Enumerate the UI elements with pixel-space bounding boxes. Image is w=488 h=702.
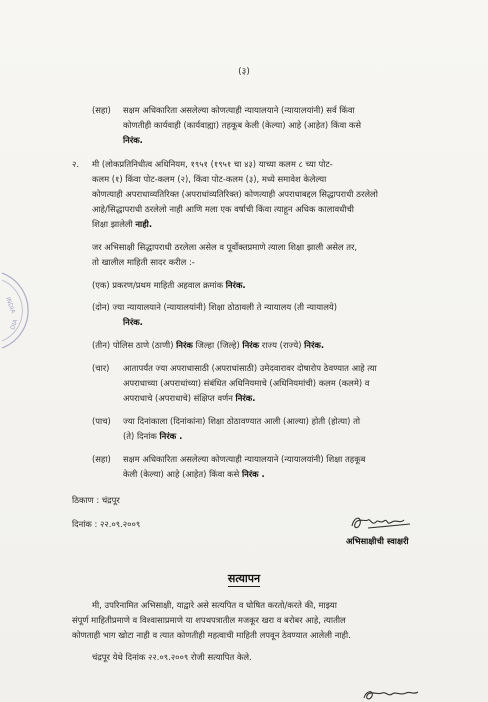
para2-line4: आहे/सिद्धापराधी ठरलेलो नाही आणि मला एक वर्षाची किंवा त्याहून अधिक कालावधीची bbox=[92, 204, 354, 214]
item-pach-nil: निरंक . bbox=[159, 431, 183, 441]
verification-heading-text: सत्यापन bbox=[227, 572, 261, 585]
item-char-line3-text: अपराधाचे (अपराधाचे) संक्षिप्त वर्णन bbox=[123, 393, 233, 403]
item-teen-state: राज्य (राज्ये) bbox=[261, 340, 302, 350]
saha-top-line1: सक्षम अधिकारिता असलेल्या कोणत्याही न्यायालयाने (न्यायालयांनी) सर्व किंवा bbox=[123, 105, 355, 115]
item-don-nil: निरंक. bbox=[123, 317, 143, 327]
para2-line1: मी (लोकप्रतिनिधीत्व अधिनियम, १९५१ (१९५१ चा ४३) याच्या कलम ८ च्या पोट- bbox=[92, 159, 333, 169]
place-label: ठिकाण : bbox=[72, 495, 100, 505]
item-saha-line2-text: केली (केल्या) आहे (आहेत) किंवा कसे bbox=[123, 469, 240, 479]
item-teen-nil3: निरंक. bbox=[304, 340, 324, 350]
item-pach-line2 bbox=[123, 429, 182, 444]
item-teen-district: जिल्हा (जिल्हे) bbox=[195, 340, 240, 350]
date-row bbox=[72, 517, 140, 532]
item-don bbox=[92, 300, 337, 315]
item-saha-line1: सक्षम अधिकारिता असलेल्या कोणत्याही न्यायालयाने (न्यायालयांनी) शिक्षा तहकूब bbox=[123, 454, 366, 464]
item-saha-nil: निरंक . bbox=[241, 469, 265, 479]
para2-line5 bbox=[92, 217, 152, 232]
item-don-label: (दोन) bbox=[92, 302, 110, 312]
item-pach-line1: ज्या दिनांकाला (दिनांकांना) शिक्षा ठोठावण्यात आली (आल्या) होती (होत्या) तो bbox=[123, 416, 361, 426]
para2-line2: कलम (१) किंवा पोट-कलम (२), किंवा पोट-कलम (३), मध्ये समावेश केलेल्या bbox=[92, 174, 327, 184]
stamp-seal-image bbox=[0, 268, 40, 353]
item-char-line3 bbox=[123, 391, 255, 406]
item-char-nil: निरंक. bbox=[235, 393, 256, 403]
item-saha-label: (सहा) bbox=[92, 454, 111, 464]
verification-line4: चंद्रपूर येथे दिनांक २२.०९.२००९ रोजी सत्यापित केले. bbox=[92, 652, 252, 662]
item-char-line2: अपराधाच्या (अपराधांच्या) संबंधित अधिनियमाचे (अधिनियमांची) कलम (कलमे) व bbox=[123, 378, 370, 388]
item-teen-label: (तीन) bbox=[92, 340, 111, 350]
date-value: २२.०९.२००९ bbox=[100, 519, 141, 529]
item-ek-text: प्रकरण/प्रथम माहिती अहवाल क्रमांक bbox=[112, 280, 224, 290]
deponent-signature-label: अभिसाक्षीची स्वाक्षरी bbox=[346, 536, 409, 546]
item-teen-nil1: निरंक bbox=[176, 340, 193, 350]
verification-line1: मी, उपरिनामित अभिसाक्षी, याद्वारे असे सत्यपित व घोषित करतो/करते की, माझ्या bbox=[92, 600, 337, 610]
intro-line2: तो खालील माहिती सादर करील :- bbox=[92, 257, 195, 267]
place-value: चंद्रपूर bbox=[101, 495, 120, 505]
saha-top-line2: कोणतीही कार्यवाही (कार्यवाह्या) तहकूब केली (केल्या) आहे (आहेत) किंवा कसे bbox=[123, 120, 362, 130]
item-ek bbox=[92, 278, 246, 293]
place-row bbox=[72, 493, 120, 508]
item-teen bbox=[92, 338, 324, 353]
para2-number: २. bbox=[72, 159, 80, 169]
item-pach-label: (पाच) bbox=[92, 416, 111, 426]
item-char-label: (चार) bbox=[92, 363, 110, 373]
item-saha-line2 bbox=[123, 467, 265, 482]
item-pach-line2-text: (ते) दिनांक bbox=[123, 431, 157, 441]
item-char-line1: आतापर्यंत ज्या अपराधासाठी (अपराधांसाठी) उमेदवारावर दोषारोप ठेवण्यात आहे त्या bbox=[123, 363, 377, 373]
page-number: (३) bbox=[238, 67, 250, 77]
item-don-line1: ज्या न्यायालयाने (न्यायालयांनी) शिक्षा ठोठावली ते न्यायालय (ती न्यायालये) bbox=[112, 302, 338, 312]
svg-text:INDIA: INDIA bbox=[4, 296, 17, 315]
para2-line3: कोणत्याही अपराधाव्यतिरिक्त (अपराधांव्यतिरिक्त) कोणत्याही अपराधाबद्दल सिद्धापराधी ठरलेलो bbox=[92, 189, 378, 199]
item-label-saha-top: (सहा) bbox=[92, 105, 111, 115]
date-label: दिनांक : bbox=[72, 519, 98, 529]
verification-line2: संपूर्ण माहितीप्रमाणे व विश्वासाप्रमाणे या शपथपत्रातील मजकूर खरा व बरोबर आहे, त्यातील bbox=[72, 615, 346, 625]
svg-text:DIA: DIA bbox=[9, 318, 20, 331]
item-teen-nil2: निरंक bbox=[242, 340, 260, 350]
para2-nahi: नाही. bbox=[135, 219, 153, 229]
item-ek-label: (एक) bbox=[92, 280, 110, 290]
saha-top-nil: निरंक. bbox=[123, 135, 143, 145]
verification-line3: कोणताही भाग खोटा नाही व त्यात कोणतीही महत्वाची माहिती लपवून ठेवण्यात आलेली नाही. bbox=[72, 630, 351, 640]
verification-heading bbox=[0, 571, 488, 586]
item-teen-police: पोलिस ठाणे (ठाणी) bbox=[112, 340, 174, 350]
para2-line5-text: शिक्षा झालेली bbox=[92, 219, 133, 229]
intro-line1: जर अभिसाक्षी सिद्धापराधी ठरलेला असेल व पूर्वोक्तप्रमाणे त्याला शिक्षा झाली असेल तर, bbox=[92, 242, 358, 252]
item-ek-nil: निरंक. bbox=[225, 280, 246, 290]
deponent-signature-image bbox=[348, 512, 416, 534]
verification-signature-image bbox=[360, 686, 420, 702]
